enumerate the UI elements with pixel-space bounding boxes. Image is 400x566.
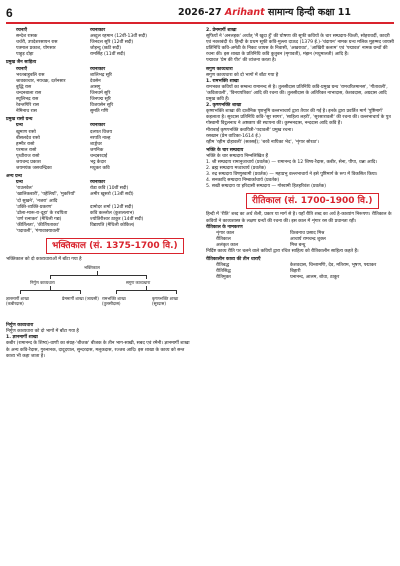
krishna-heading: 2. कृष्णभक्ति शाखा [206, 103, 242, 109]
table4-row-work: 'खालिकबारी', 'पहेलियाँ', 'मुकरियाँ' [16, 192, 76, 198]
table3-row-work: जयचन्द प्रकाश [16, 159, 41, 165]
krishna-text: कृष्णभक्ति शाखा की दार्शनिक पृष्ठभूमि वल्लभाचार्य द्वारा तैयार की गई है। इनके द्वारा प्रवर्तित मार्ग 'पुष्टिमार्ग' कहलाता है। सूरदास प्रतिनिधि कवि-'सूर सागर', 'साहित्य लहरी', 'सूरसारावली' की रचना की। वल्लभाचार्य के पुत्र गोस्वामी विट्ठलनाथ ने अष्टछाप की स्थापना की। कुम्भनदास, नन्ददास आदि कवि हैं। [206, 109, 391, 127]
table2-row-author: जिनधर्म सूरि [90, 90, 111, 96]
raso-heading: प्रमुख रासो ग्रन्थ [6, 117, 33, 123]
nirgun-intro: निर्गुण काव्यधारा को दो भागों में बाँटा गया है [6, 329, 79, 335]
stream-row-work: रीतिसिद्ध [216, 269, 231, 275]
table3-row-work: जयमयंक जसचन्द्रिका [16, 166, 52, 172]
table4-row-work: 'पदावली', 'गंगावाक्यावली' [16, 229, 61, 234]
table3-row-work: खुमाण रासो [16, 129, 36, 135]
table2-row-author: सुमति गणि [90, 109, 109, 115]
sampraday-intro: भक्ति के चार सम्प्रदाय निम्नलिखित हैं [206, 153, 268, 159]
meera-note: मीराबाई कृष्णभक्ति कवयित्री-'पदावली' प्रमुख रचना। [206, 127, 294, 133]
table2-row-author: आसगु [90, 84, 101, 90]
brand-logo: Arihant [224, 7, 265, 18]
running-title [178, 5, 351, 18]
page-header [0, 0, 400, 24]
table1-row-work: पत्रमाल प्रकाश, योगसार [16, 46, 56, 52]
naming-row-work: रीतिकाल [216, 236, 231, 242]
table1-row-work: सन्देश रासक [16, 34, 38, 40]
rahim-note: रहीम 'रहीम दोहावली' (सतसई); 'बरवै नायिका भेद', 'शृंगार सोरठा'। [206, 139, 320, 145]
stream-row-author: बिहारी [290, 269, 301, 275]
table3-row-work: हम्मीर रासो [16, 141, 35, 147]
stream-row-author: घनानन्द, आलम, बोधा, ठाकुर [290, 275, 340, 281]
table4-row-work: 'राउलवेल' [16, 186, 33, 192]
naming-row-work: शृंगार काल [216, 230, 235, 236]
table2-header: रचनाएँ रचनाकार [16, 66, 106, 72]
naming-row-author: आचार्य रामचन्द्र शुक्ल [290, 236, 326, 242]
ram-text: रामभक्त कवियों का सम्बन्ध रामानन्द से है। तुलसीदास प्रतिनिधि कवि-प्रमुख ग्रन्थ 'रामचरितमानस', 'गीतावली', 'कवितावली', 'विनयपत्रिका' आदि की रचना की। तुलसीदास के अतिरिक्त नाभादास, केशवदास, अग्रदास आदि प्रमुख कवि हैं। [206, 84, 388, 103]
sagun-heading: सगुण काव्यधारा [206, 66, 233, 72]
table4-row-author [90, 229, 194, 235]
table2-row-work: स्थूलिभद्र रास [16, 97, 39, 103]
table3-row-work: परमाल रासो [16, 147, 37, 153]
tree-leaf: कृष्णभक्ति शाखा (सूरदास) [152, 296, 179, 307]
table1-row-author: जिनदत्त सूरि (12वीं सदी) [90, 40, 134, 46]
naming-row-work: अलंकृत काल [216, 242, 239, 248]
table1-row-author: जोइन्दु (छठी सदी) [90, 46, 122, 52]
stream-row-work: रीतिमुक्त [216, 275, 231, 281]
tree-leaf: प्रेममार्गी शाखा (जायसी) [62, 296, 99, 302]
table4-row-work: 'वर्ण रत्नाकर' (मैथिली गद्य) [16, 216, 62, 222]
year: 2026-27 [178, 7, 222, 18]
tree-leaf: ज्ञानमार्गी शाखा (कबीरदास) [6, 296, 29, 307]
sampraday-heading: भक्ति के चार सम्प्रदाय [206, 147, 244, 153]
table2-row-author: देवसेन [90, 78, 101, 84]
table4-row-work: 'कीर्तिलता', 'कीर्तिपताका' [16, 222, 60, 228]
other-heading: अन्य ग्रन्थ [6, 174, 22, 180]
stream-row-author: केशवदास, चिन्तामणि, देव, मतिराम, भूषण, पद्माकर [290, 263, 377, 269]
tree-nirgun: निर्गुण काव्यधारा [30, 280, 55, 286]
table2-row-author: विजयसेन सूरि [90, 103, 114, 109]
table3-row-author: शार्ङ्गधर [90, 141, 102, 147]
table1-row [6, 52, 194, 58]
riti-period-box: रीतिकाल (सं. 1700-1900 वि.) [246, 193, 379, 209]
names-heading: रीतिकाल के नामकरण [206, 224, 243, 230]
subject: सामान्य हिन्दी [268, 7, 315, 18]
nirgun-heading: निर्गुण काव्यधारा [6, 323, 34, 329]
table4-row [6, 229, 194, 235]
tree-leaf: रामभक्ति शाखा (तुलसीदास) [102, 296, 126, 307]
table2-row [6, 109, 194, 115]
sampraday-item: 3. रुद्र सम्प्रदाय विष्णुस्वामी (प्रवर्तक) — महाप्रभु वल्लभाचार्य ने इसे पुष्टिमार्ग के रूप में विकसित किया। [206, 172, 378, 178]
table2-row-work: बुद्धि रास [16, 84, 32, 90]
class-label: कक्षा 11 [317, 7, 352, 18]
table3-row-work: बीसलदेव रासो [16, 135, 40, 141]
raskhan-note: रसखान (प्रेम वाटिका-1614 ई.) [206, 133, 261, 139]
riti-text: हिन्दी में 'रीति' शब्द का अर्थ शैली, प्रकार या मार्ग से है। यहाँ रीति शब्द का अर्थ है-काव्यांग निरूपण। रीतिकाल के कवियों ने काव्यशास्त्र के लक्षण ग्रन्थों की रचना की। इस काल में शृंगार रस की प्रधानता रही। [206, 212, 392, 224]
table3-row [6, 166, 194, 172]
padmavat-note: पद्मावत 'प्रेम की पीर' की व्यंजना करता है। [206, 58, 277, 64]
tree-sagun: सगुण काव्यधारा [126, 280, 151, 286]
table3-row-author: जगनिक [90, 147, 104, 153]
table4-row-work: 'दो सुखने', 'नजरा' आदि [16, 198, 58, 204]
table1-row-work: चर्चरी, उपदेशरसायन रास [16, 40, 58, 46]
right-column [206, 28, 394, 281]
streams-heading: रीतिकालीन काव्य की तीन धाराएँ [206, 257, 261, 263]
header-rule [6, 22, 394, 24]
table1-row-author: अब्दुल रहमान (12वीं-13वीं सदी) [90, 34, 148, 40]
prem-text: सूफियों ने 'अनलहक' अर्थात् 'मैं खुदा हूँ' की घोषणा की सूफी कवियों के चार सम्प्रदाय-चिश्ती, सोहरावर्दी, कादरी एवं नक्शबंदी थे। हिन्दी के प्रथम सूफी कवि-मुल्ला दाऊद (1379 ई.)-'चंदायन' नामक ग्रन्थ मलिक मुहम्मद जायसी प्रतिनिधि कवि-अमेठी के निकट जायस के निवासी, 'अखरावट', 'आखिरी कलाम' एवं 'पद्मावत' नामक ग्रन्थों की रचना की। इस शाखा के प्रतिनिधि कवि कुतुबन (मृगावती), मंझन (मधुमालती) आदि हैं। [206, 34, 394, 58]
table1-header: रचनाएँ रचनाकार [16, 28, 106, 33]
naming-row-author: मिश्र बन्धु [290, 242, 306, 248]
table4-header: ग्रन्थ रचनाकार [16, 180, 106, 186]
ram-heading: 1. रामभक्ति शाखा [206, 78, 239, 84]
table2-row-author: शालिभद्र सूरि [90, 72, 112, 78]
table4-row-author: दामोदर शर्मा (12वीं सदी) [90, 204, 134, 210]
table2-row-work: भरतबाहुबलि रास [16, 72, 45, 78]
gyan-heading: 1. ज्ञानमार्गी शाखा [6, 335, 38, 341]
table2-row-work: नेमिनाथ रास [16, 109, 37, 115]
sampraday-item: 1. श्री सम्प्रदाय रामानुजाचार्य (प्रवर्तक) — रामानन्द के 12 शिष्य-रैदास, कबीर, सेना, पीपा, धन्ना आदि। [206, 159, 378, 165]
table4-row-work: 'उक्ति-व्यक्ति-प्रकरण' [16, 204, 53, 210]
sampraday-item: 5. सखी सम्प्रदाय या हरिदासी सम्प्रदाय — गोस्वामी हितहरिवंश (प्रवर्तक) [206, 184, 326, 190]
table4-row-author: रोडा कवि (10वीं सदी) [90, 186, 129, 192]
table3-row-author: नरपति नाल्ह [90, 135, 111, 141]
sagun-intro: सगुण काव्यधारा को दो भागों में बाँटा गया है [206, 72, 279, 78]
table4-row-author: अमीर खुसरो (13वीं सदी) [90, 192, 134, 198]
bhakti-period-box: भक्तिकाल (सं. 1375-1700 वि.) [46, 238, 184, 254]
table3-row-author: मधुकर कवि [90, 166, 110, 172]
table4-row-author: कवि कल्लोल (कुशललाभ) [90, 210, 135, 216]
bhakti-intro: भक्तिकाल को दो काव्यधाराओं में बाँटा गया है [6, 257, 82, 263]
table2-row-work: रेवन्तगिरि रास [16, 103, 39, 109]
jain-heading: प्रमुख जैन साहित्य [6, 60, 37, 66]
table1-row-author: रामसिंह (11वीं सदी) [90, 52, 126, 58]
bhakti-tree-diagram [6, 265, 194, 321]
sampraday-item: 2. ब्रह्म सम्प्रदाय मध्वाचार्य (प्रवर्तक) [206, 166, 266, 172]
table2-row-work: चन्दनबाला रास [16, 90, 42, 96]
table4-row-work: 'ढोला-मारू-रा-दूहा' के रचयिता [16, 210, 68, 216]
prem-heading: 2. प्रेममार्गी शाखा [206, 28, 237, 33]
table2-row-author: जिनपद्म सूरि [90, 97, 111, 103]
sampraday-item: 4. सनकादि सम्प्रदाय निम्बार्काचार्य (प्रवर्तक) [206, 178, 280, 184]
naming-row-author: विश्वनाथ प्रसाद मिश्र [290, 230, 325, 236]
table1-row-work: पाहुड़ दोहा [16, 52, 34, 58]
table3-row-author: भट्ट केदार [90, 159, 106, 165]
table2-row-work: श्रावकाचार, नयचक्र, दर्शनसार [16, 78, 66, 84]
tree-root: भक्तिकाल [84, 265, 100, 271]
names-note: निर्दिष्ट काव्य रीति पर चलने वाले कवियों द्वारा रचित साहित्य को रीतिकालीन साहित्य कहते हैं। [206, 249, 359, 254]
page-number: 6 [6, 6, 13, 20]
table3-row-work: पृथ्वीराज रासो [16, 153, 40, 159]
table4-row-author: ज्योतिरीश्वर ठाकुर (14वीं सदी) [90, 216, 144, 222]
table3-row-author: चन्दबरदाई [90, 153, 108, 159]
stream-row-work: रीतिबद्ध [216, 263, 230, 269]
gyan-text: कबीर (रामानन्द के शिष्य)-वाणी का संग्रह-'बीजक' बीजक के तीन भाग-साखी, सबद एवं रमैनी। ज्ञानमार्गी शाखा के अन्य कवि-रैदास, गुरुनानक, दादूदयाल, सुन्दरदास, मलूकदास, रज्जब आदि। इस शाखा के काव्य को सन्त काव्य भी कहा जाता है। [6, 341, 190, 359]
table3-row-author: दलपत विजय [90, 129, 113, 135]
left-column [6, 28, 194, 360]
table4-row-author: विद्यापति (मैथिली कोकिल) [90, 222, 135, 228]
stream-row [206, 275, 394, 281]
table3-header: ग्रन्थ रचनाकार [16, 123, 106, 129]
